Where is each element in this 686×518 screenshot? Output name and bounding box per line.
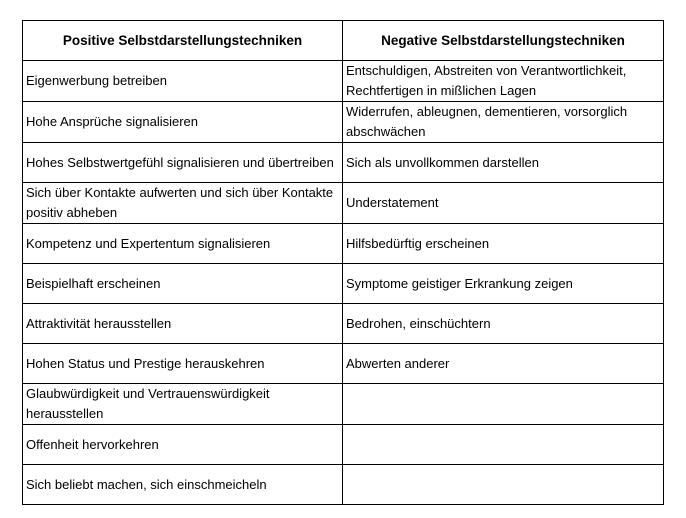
cell-negative: Widerrufen, ableugnen, dementieren, vorsorglich abschwächen bbox=[343, 102, 664, 143]
cell-positive: Sich über Kontakte aufwerten und sich über Kontakte positiv abheben bbox=[23, 183, 343, 224]
cell-positive: Kompetenz und Expertentum signalisieren bbox=[23, 224, 343, 264]
table-row bbox=[23, 384, 664, 425]
table-row bbox=[23, 143, 664, 183]
cell-negative: Entschuldigen, Abstreiten von Verantwortlichkeit, Rechtfertigen in mißlichen Lagen bbox=[343, 61, 664, 102]
header-row bbox=[23, 21, 664, 61]
table-row bbox=[23, 102, 664, 143]
table-body bbox=[23, 61, 664, 505]
table-row bbox=[23, 425, 664, 465]
cell-negative: Sich als unvollkommen darstellen bbox=[343, 143, 664, 183]
header-positive: Positive Selbstdarstellungstechniken bbox=[23, 21, 343, 61]
cell-positive: Glaubwürdigkeit und Vertrauenswürdigkeit herausstellen bbox=[23, 384, 343, 425]
table-row bbox=[23, 264, 664, 304]
cell-negative bbox=[343, 465, 664, 505]
table-header bbox=[23, 21, 664, 61]
header-negative: Negative Selbstdarstellungstechniken bbox=[343, 21, 664, 61]
table-row bbox=[23, 183, 664, 224]
techniques-table bbox=[22, 20, 664, 505]
cell-negative: Understatement bbox=[343, 183, 664, 224]
cell-positive: Attraktivität herausstellen bbox=[23, 304, 343, 344]
table-row bbox=[23, 344, 664, 384]
cell-negative: Abwerten anderer bbox=[343, 344, 664, 384]
table-row bbox=[23, 304, 664, 344]
cell-positive: Beispielhaft erscheinen bbox=[23, 264, 343, 304]
cell-positive: Hohe Ansprüche signalisieren bbox=[23, 102, 343, 143]
cell-negative: Symptome geistiger Erkrankung zeigen bbox=[343, 264, 664, 304]
cell-negative: Hilfsbedürftig erscheinen bbox=[343, 224, 664, 264]
cell-negative: Bedrohen, einschüchtern bbox=[343, 304, 664, 344]
table-row bbox=[23, 465, 664, 505]
cell-negative bbox=[343, 384, 664, 425]
cell-positive: Hohes Selbstwertgefühl signalisieren und übertreiben bbox=[23, 143, 343, 183]
cell-negative bbox=[343, 425, 664, 465]
cell-positive: Eigenwerbung betreiben bbox=[23, 61, 343, 102]
cell-positive: Offenheit hervorkehren bbox=[23, 425, 343, 465]
table-row bbox=[23, 224, 664, 264]
cell-positive: Sich beliebt machen, sich einschmeicheln bbox=[23, 465, 343, 505]
cell-positive: Hohen Status und Prestige herauskehren bbox=[23, 344, 343, 384]
table-row bbox=[23, 61, 664, 102]
